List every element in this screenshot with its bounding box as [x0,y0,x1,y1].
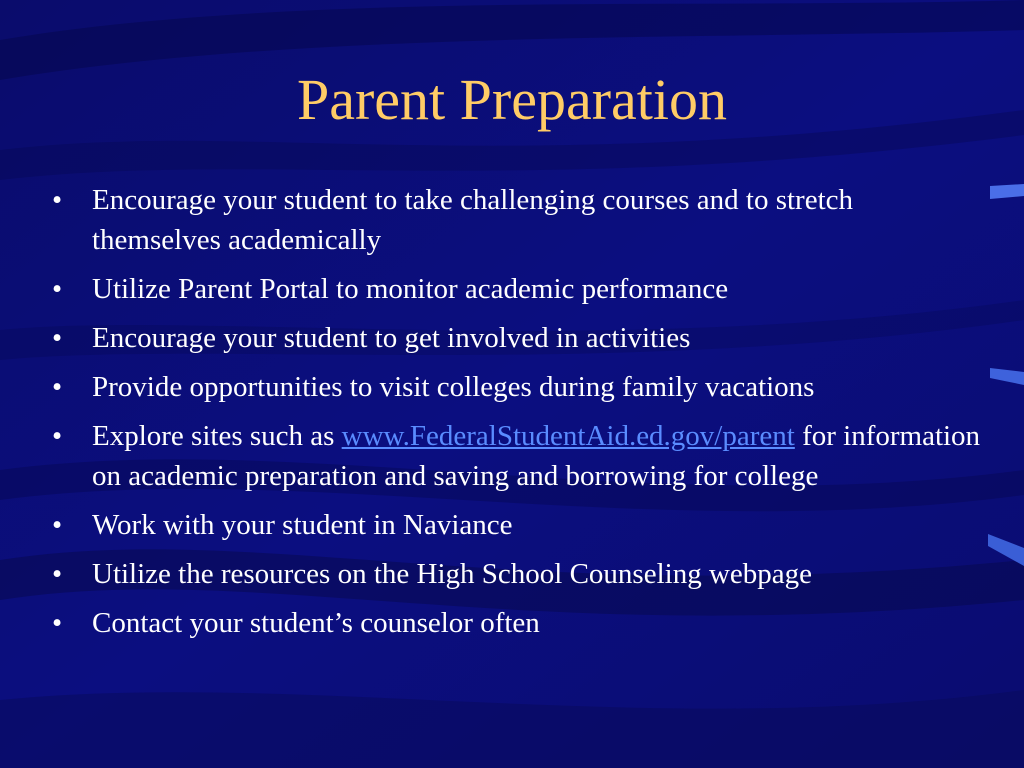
bullet-text: Contact your student’s counselor often [92,607,540,639]
bullet-mark: • [52,273,63,305]
bullet-mark: • [52,184,63,216]
bullet-mark: • [52,420,63,452]
bullet-mark: • [52,322,63,354]
bullet-item [52,318,982,358]
bullet-text: Encourage your student to get involved in activities [92,322,691,354]
bullet-mark: • [52,509,63,541]
bullet-text: Provide opportunities to visit colleges during family vacations [92,371,815,403]
bullet-text: Encourage your student to take challenging courses and to stretch themselves academically [92,184,854,256]
bullet-text: Utilize Parent Portal to monitor academic performance [92,273,729,305]
bullet-text [92,420,980,492]
bullet-mark: • [52,558,63,590]
bullet-text: Utilize the resources on the High School Counseling webpage [92,558,813,590]
federal-student-aid-link[interactable]: www.FederalStudentAid.ed.gov/parent [341,420,795,452]
bullet-item [52,180,982,260]
bullet-text-after-link: for information on academic preparation and saving and borrowing for college [92,420,981,492]
bullet-item [52,505,982,545]
bullet-item [52,603,982,643]
bullet-text: Work with your student in Naviance [92,509,513,541]
bullet-item [52,367,982,407]
bullet-mark: • [52,607,63,639]
bullet-text-before-link: Explore sites such as [92,420,342,452]
bullet-list [52,180,982,652]
bullet-mark: • [52,371,63,403]
bullet-item [52,554,982,594]
slide-title: Parent Preparation [296,67,727,132]
bullet-item [52,416,982,496]
bullet-item [52,269,982,309]
